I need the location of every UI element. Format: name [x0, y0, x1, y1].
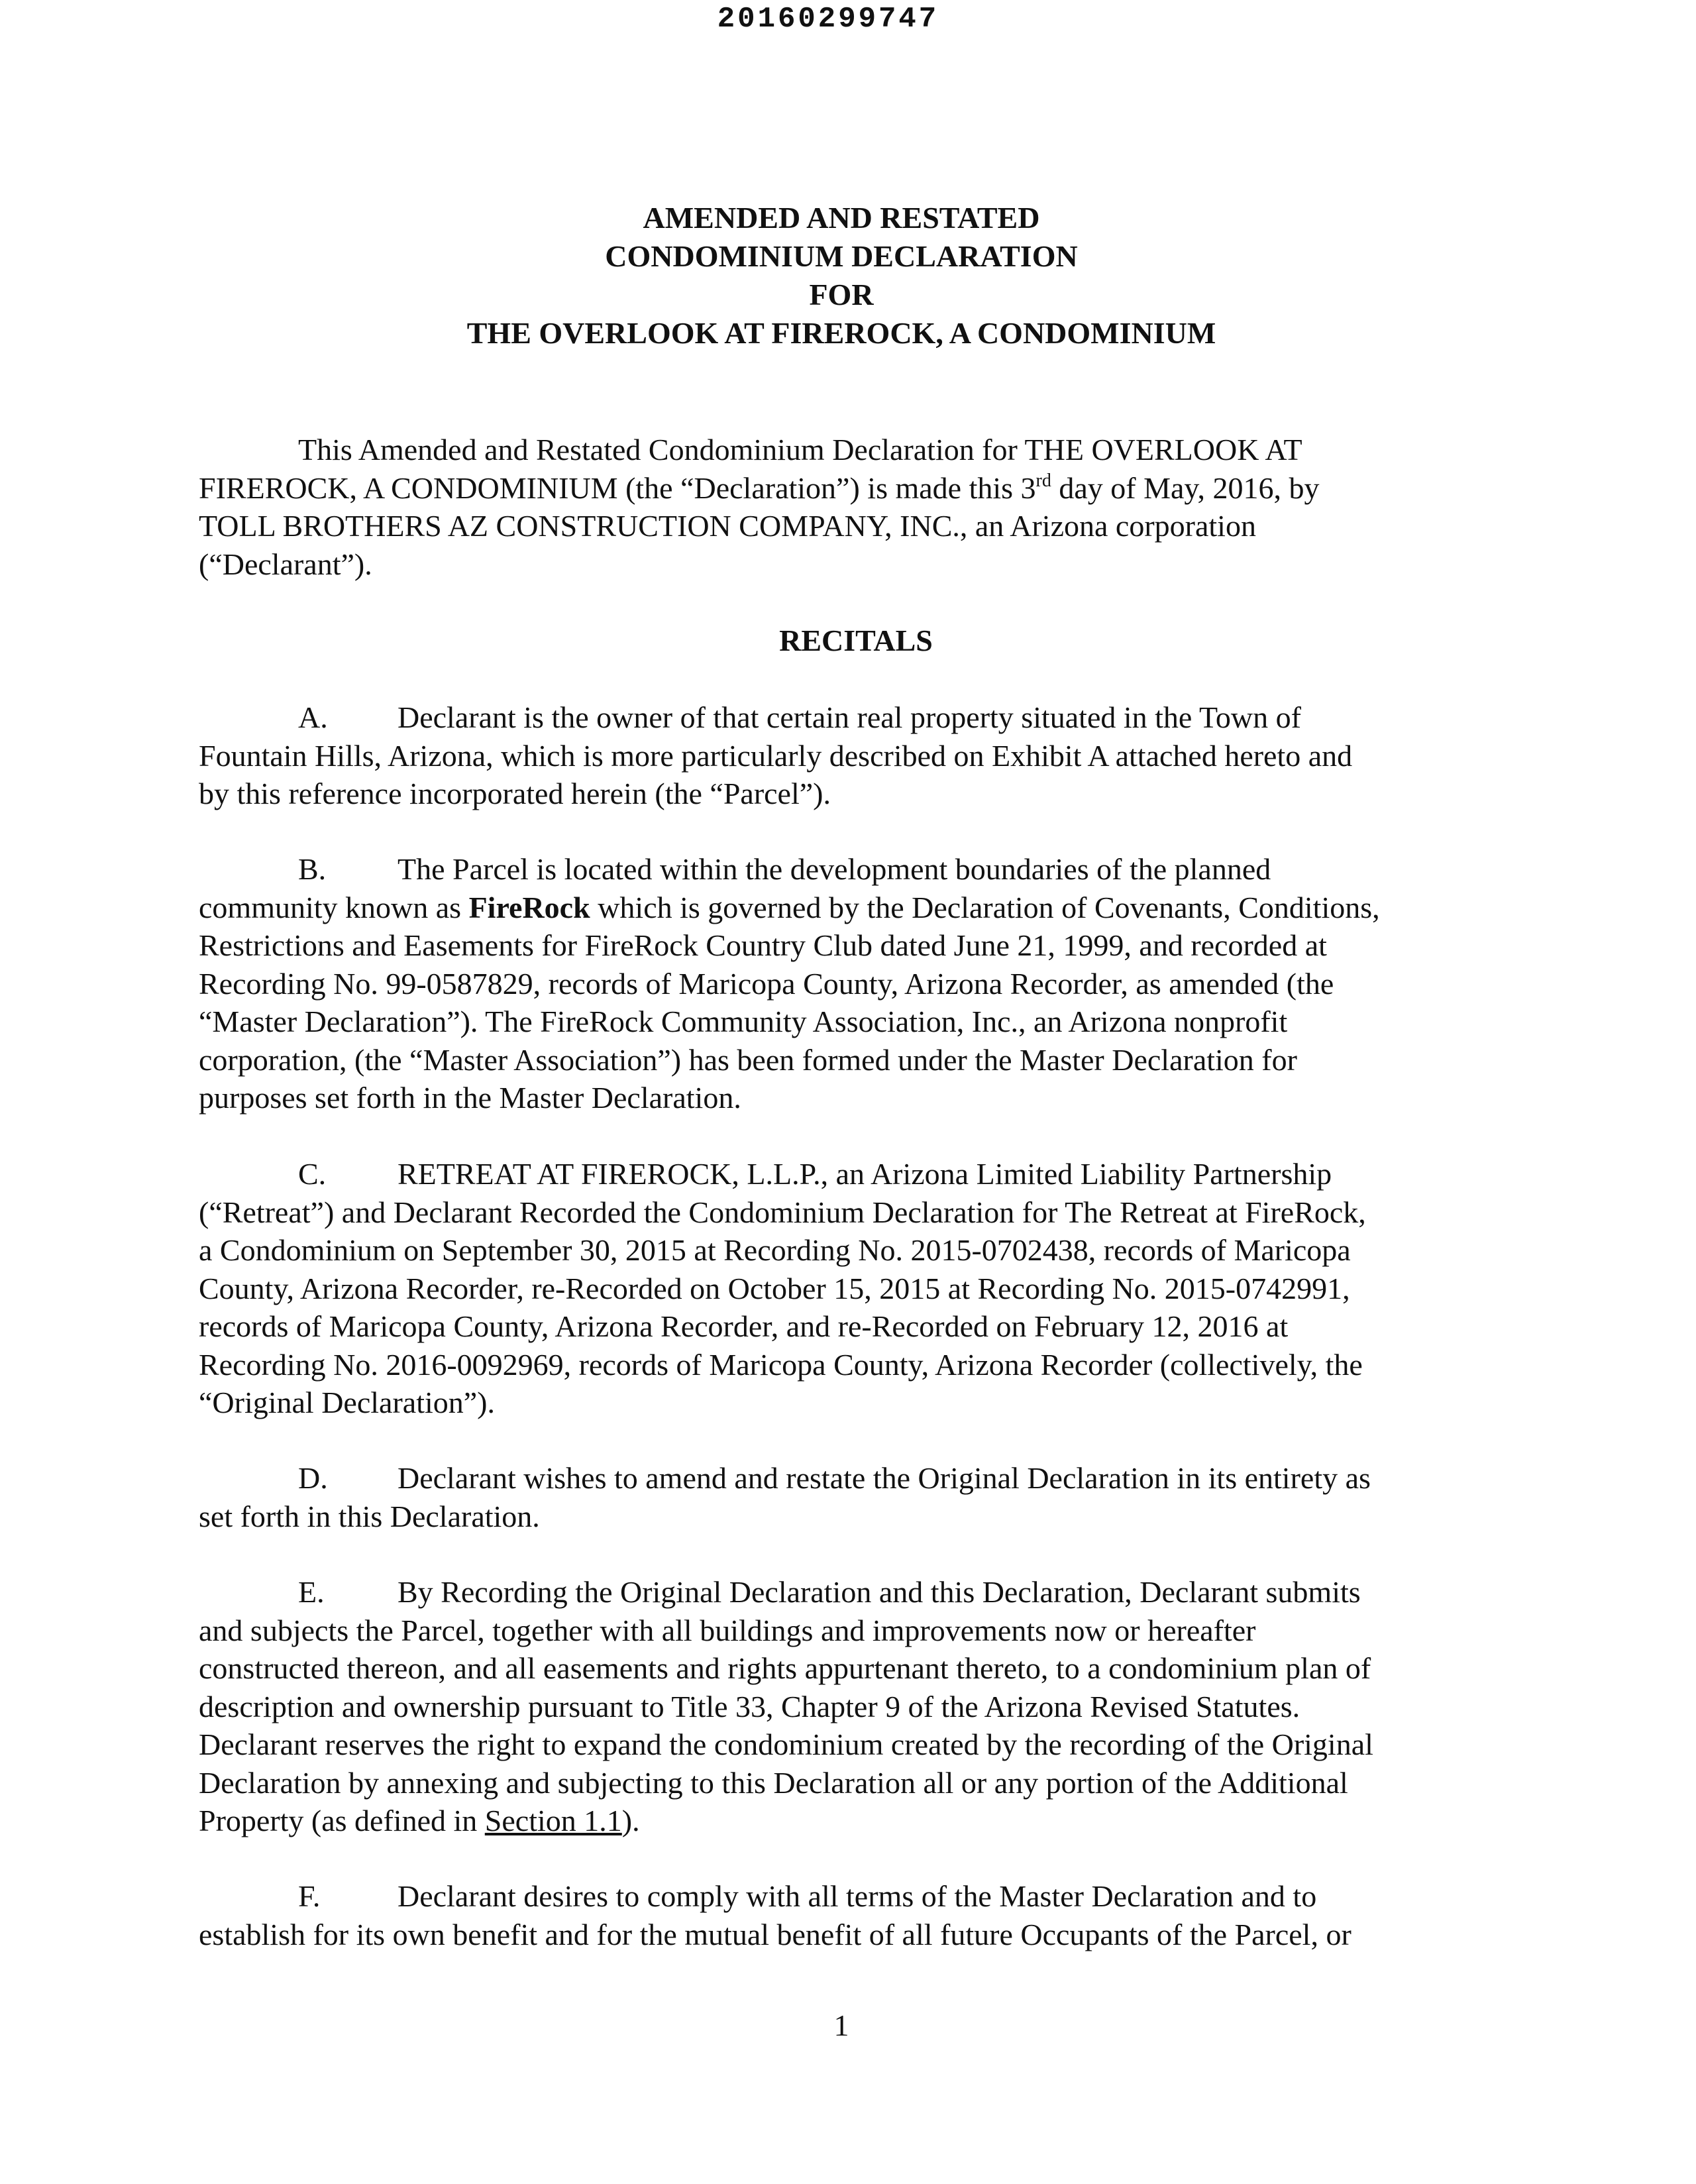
recital-f-line-2: establish for its own benefit and for the mutual benefit of all future Occupants of the Parcel, or [199, 1917, 1352, 1951]
intro-paragraph [199, 431, 1497, 583]
recital-b-line-7: purposes set forth in the Master Declaration. [199, 1081, 741, 1115]
recital-c-line-5: records of Maricopa County, Arizona Recorder, and re-Recorded on February 12, 2016 at [199, 1309, 1289, 1343]
title-line-4: THE OVERLOOK AT FIREROCK, A CONDOMINIUM [466, 316, 1216, 350]
recital-c-line-2: (“Retreat”) and Declarant Recorded the Condominium Declaration for The Retreat at FireRock, [199, 1195, 1366, 1229]
recital-a-line-3: by this reference incorporated herein (the “Parcel”). [199, 777, 831, 810]
recital-b-line-2-pre: community known as [199, 890, 469, 924]
recital-a-line-2: Fountain Hills, Arizona, which is more particularly described on Exhibit A attached hereto and [199, 738, 1353, 773]
intro-line-2-pre: FIREROCK, A CONDOMINIUM (the “Declaration”) is made this 3 [199, 470, 1036, 505]
title-line-2: CONDOMINIUM DECLARATION [605, 239, 1078, 273]
recital-c-line-7: “Original Declaration”). [199, 1386, 495, 1419]
recital-c-line-6: Recording No. 2016-0092969, records of Maricopa County, Arizona Recorder (collectively, the [199, 1347, 1363, 1382]
recital-b-label: B. [298, 852, 327, 886]
recital-f-line-1: Declarant desires to comply with all terms of the Master Declaration and to [398, 1879, 1317, 1913]
recitals-heading: RECITALS [779, 624, 933, 657]
recital-f-label: F. [298, 1879, 321, 1913]
recital-c [199, 1155, 1497, 1422]
recital-e-line-4: description and ownership pursuant to Title 33, Chapter 9 of the Arizona Revised Statutes. [199, 1689, 1300, 1723]
recital-b-line-3: Restrictions and Easements for FireRock Country Club dated June 21, 1999, and recorded at [199, 928, 1327, 962]
recital-d-label: D. [298, 1461, 328, 1495]
intro-line-3: TOLL BROTHERS AZ CONSTRUCTION COMPANY, INC., an Arizona corporation [199, 509, 1256, 543]
recital-d-line-1: Declarant wishes to amend and restate the Original Declaration in its entirety as [398, 1461, 1371, 1495]
section-1-1-link[interactable]: Section 1.1 [484, 1804, 622, 1837]
recital-e-line-7-post: ). [621, 1804, 640, 1837]
recital-a-label: A. [298, 700, 328, 734]
recital-e [199, 1573, 1497, 1840]
recital-c-label: C. [298, 1157, 327, 1191]
recital-e-line-1: By Recording the Original Declaration and this Declaration, Declarant submits [398, 1575, 1361, 1609]
recital-b-line-5: “Master Declaration”). The FireRock Community Association, Inc., an Arizona nonprofit [199, 1005, 1288, 1038]
recital-c-line-1: RETREAT AT FIREROCK, L.L.P., an Arizona Limited Liability Partnership [398, 1157, 1332, 1191]
intro-line-1: This Amended and Restated Condominium Declaration for THE OVERLOOK AT [298, 433, 1302, 466]
recital-b-line-1: The Parcel is located within the development boundaries of the planned [398, 852, 1271, 886]
recital-c-line-3: a Condominium on September 30, 2015 at Recording No. 2015-0702438, records of Maricopa [199, 1233, 1351, 1267]
recital-d [199, 1459, 1497, 1535]
recital-d-line-2: set forth in this Declaration. [199, 1499, 540, 1533]
recording-number: 20160299747 [717, 3, 939, 36]
recital-b-line-4: Recording No. 99-0587829, records of Maricopa County, Arizona Recorder, as amended (the [199, 966, 1334, 1001]
recital-e-line-5: Declarant reserves the right to expand the condominium created by the recording of the Original [199, 1727, 1373, 1761]
page-number: 1 [833, 2008, 849, 2042]
recital-e-line-2: and subjects the Parcel, together with all buildings and improvements now or hereafter [199, 1613, 1256, 1647]
recital-e-label: E. [298, 1575, 325, 1609]
recital-e-line-3: constructed thereon, and all easements and rights appurtenant thereto, to a condominium plan of [199, 1651, 1371, 1685]
firerock-bold: FireRock [468, 890, 590, 924]
intro-line-4: (“Declarant”). [199, 547, 372, 581]
recital-b-line-2-post: which is governed by the Declaration of Covenants, Conditions, [590, 890, 1380, 924]
title-line-3: FOR [809, 278, 874, 311]
intro-line-2-post: day of May, 2016, by [1051, 470, 1320, 505]
recital-b [199, 850, 1497, 1117]
document-title [0, 199, 1689, 353]
recital-e-line-6: Declaration by annexing and subjecting to this Declaration all or any portion of the Additional [199, 1765, 1348, 1800]
title-line-1: AMENDED AND RESTATED [643, 201, 1040, 235]
recital-f [199, 1877, 1497, 1953]
ordinal-suffix: rd [1035, 470, 1051, 491]
recital-a-line-1: Declarant is the owner of that certain real property situated in the Town of [398, 700, 1301, 734]
recital-b-line-6: corporation, (the “Master Association”) has been formed under the Master Declaration for [199, 1042, 1297, 1077]
recital-e-line-7-pre: Property (as defined in [199, 1804, 485, 1837]
recital-c-line-4: County, Arizona Recorder, re-Recorded on October 15, 2015 at Recording No. 2015-0742991, [199, 1271, 1350, 1305]
recital-a [199, 698, 1497, 813]
